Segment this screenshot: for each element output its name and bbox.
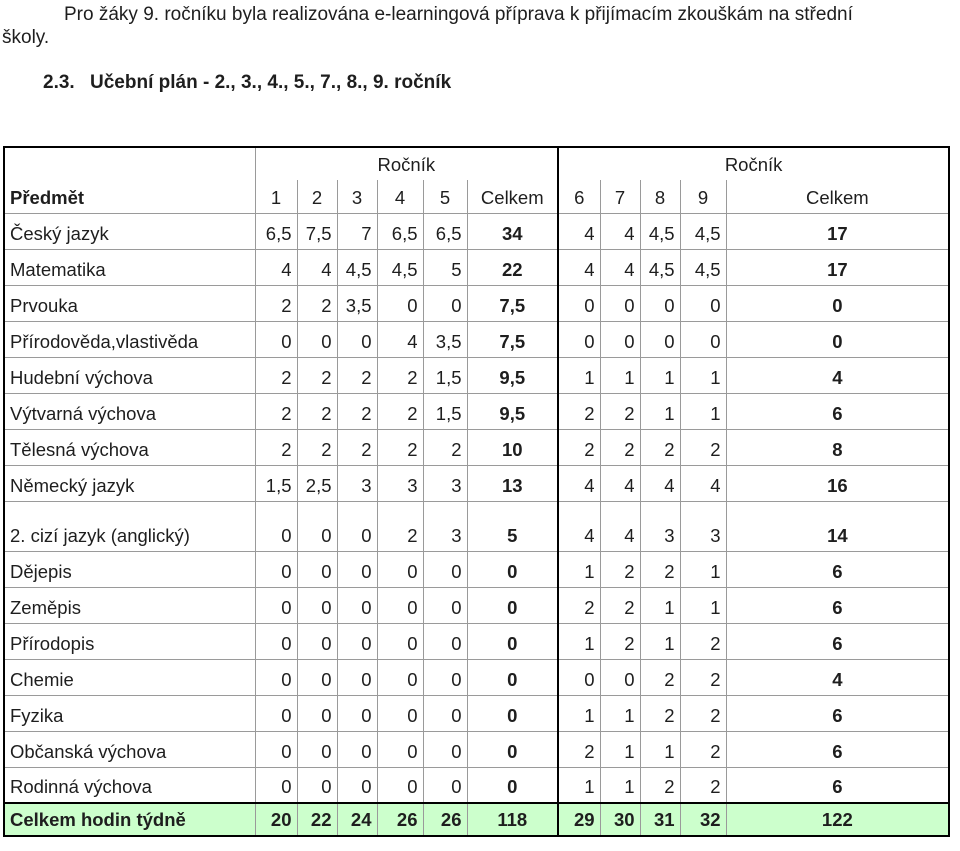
hours-cell: 0 xyxy=(255,321,297,357)
hours-cell: 0 xyxy=(297,321,337,357)
hours-cell: 1 xyxy=(640,623,680,659)
hours-cell: 3,5 xyxy=(337,285,377,321)
hours-cell: 4 xyxy=(297,249,337,285)
table-row xyxy=(4,587,949,623)
hours-cell: 1 xyxy=(558,357,600,393)
hours-cell: 0 xyxy=(377,695,423,731)
total-cell-2: 4 xyxy=(726,659,949,695)
total-cell-2: 17 xyxy=(726,249,949,285)
hours-cell: 0 xyxy=(423,551,467,587)
column-header: 5 xyxy=(423,180,467,213)
total-cell-1: 0 xyxy=(467,551,558,587)
total-cell-2: 6 xyxy=(726,731,949,767)
hours-cell: 1 xyxy=(680,587,726,623)
column-header: Celkem xyxy=(726,180,949,213)
subject-cell: Prvouka xyxy=(4,285,255,321)
hours-cell: 2 xyxy=(558,587,600,623)
hours-cell: 3 xyxy=(337,465,377,501)
hours-cell: 2 xyxy=(600,393,640,429)
hours-cell: 0 xyxy=(423,587,467,623)
total-cell-1: 0 xyxy=(467,623,558,659)
hours-cell: 4 xyxy=(600,213,640,249)
total-row-label: Celkem hodin týdně xyxy=(4,803,255,836)
total-cell-2: 6 xyxy=(726,587,949,623)
total-cell-1: 34 xyxy=(467,213,558,249)
hours-cell: 4,5 xyxy=(680,213,726,249)
total-hours-cell: 22 xyxy=(297,803,337,836)
hours-cell: 3 xyxy=(680,501,726,551)
hours-cell: 2 xyxy=(680,623,726,659)
hours-cell: 2 xyxy=(337,429,377,465)
hours-cell: 0 xyxy=(337,659,377,695)
hours-cell: 1,5 xyxy=(423,393,467,429)
table-header-row xyxy=(4,180,949,213)
table-row xyxy=(4,285,949,321)
hours-cell: 2 xyxy=(680,767,726,803)
hours-cell: 0 xyxy=(600,285,640,321)
hours-cell: 0 xyxy=(377,731,423,767)
hours-cell: 3 xyxy=(640,501,680,551)
total-cell-2: 6 xyxy=(726,767,949,803)
hours-cell: 2 xyxy=(558,731,600,767)
hours-cell: 4,5 xyxy=(640,213,680,249)
hours-cell: 0 xyxy=(423,659,467,695)
hours-cell: 1 xyxy=(558,695,600,731)
hours-cell: 2 xyxy=(600,551,640,587)
hours-cell: 0 xyxy=(297,767,337,803)
hours-cell: 0 xyxy=(297,501,337,551)
hours-cell: 3 xyxy=(377,465,423,501)
hours-cell: 1 xyxy=(558,551,600,587)
hours-cell: 4 xyxy=(640,465,680,501)
column-header: 3 xyxy=(337,180,377,213)
hours-cell: 1 xyxy=(558,767,600,803)
hours-cell: 0 xyxy=(423,695,467,731)
hours-cell: 0 xyxy=(558,285,600,321)
total-cell-1: 0 xyxy=(467,587,558,623)
subject-cell: Fyzika xyxy=(4,695,255,731)
hours-cell: 0 xyxy=(558,659,600,695)
total-hours-cell: 24 xyxy=(337,803,377,836)
hours-cell: 0 xyxy=(423,731,467,767)
column-header: 4 xyxy=(377,180,423,213)
hours-cell: 2 xyxy=(640,659,680,695)
table-row xyxy=(4,321,949,357)
hours-cell: 0 xyxy=(255,659,297,695)
total-cell-1: 7,5 xyxy=(467,321,558,357)
subject-cell: Dějepis xyxy=(4,551,255,587)
column-header-subject: Předmět xyxy=(4,180,255,213)
total-cell-1: 0 xyxy=(467,731,558,767)
intro-line-2: školy. xyxy=(2,27,50,48)
curriculum-table xyxy=(3,146,950,837)
hours-cell: 0 xyxy=(297,587,337,623)
total-cell-1: 10 xyxy=(467,429,558,465)
hours-cell: 0 xyxy=(297,659,337,695)
section-number: 2.3. xyxy=(43,72,75,93)
hours-cell: 4 xyxy=(600,501,640,551)
hours-cell: 0 xyxy=(377,767,423,803)
hours-cell: 4,5 xyxy=(640,249,680,285)
hours-cell: 0 xyxy=(337,695,377,731)
hours-cell: 0 xyxy=(377,587,423,623)
hours-cell: 6,5 xyxy=(377,213,423,249)
total-hours-cell: 30 xyxy=(600,803,640,836)
hours-cell: 1,5 xyxy=(423,357,467,393)
hours-cell: 0 xyxy=(558,321,600,357)
hours-cell: 2 xyxy=(337,393,377,429)
hours-cell: 2 xyxy=(680,429,726,465)
hours-cell: 2 xyxy=(558,393,600,429)
hours-cell: 4,5 xyxy=(377,249,423,285)
hours-cell: 0 xyxy=(640,285,680,321)
hours-cell: 0 xyxy=(297,551,337,587)
subject-cell: Zeměpis xyxy=(4,587,255,623)
hours-cell: 2,5 xyxy=(297,465,337,501)
hours-cell: 2 xyxy=(297,393,337,429)
hours-cell: 0 xyxy=(337,587,377,623)
hours-cell: 0 xyxy=(337,551,377,587)
subject-cell: 2. cizí jazyk (anglický) xyxy=(4,501,255,551)
subject-cell: Tělesná výchova xyxy=(4,429,255,465)
total-cell-1: 0 xyxy=(467,659,558,695)
hours-cell: 1 xyxy=(680,357,726,393)
hours-cell: 1 xyxy=(640,731,680,767)
total-cell-1: 7,5 xyxy=(467,285,558,321)
hours-cell: 1 xyxy=(680,393,726,429)
hours-cell: 2 xyxy=(640,695,680,731)
hours-cell: 2 xyxy=(680,695,726,731)
total-hours-cell: 26 xyxy=(377,803,423,836)
table-total-row xyxy=(4,803,949,836)
table-row xyxy=(4,551,949,587)
subject-cell: Hudební výchova xyxy=(4,357,255,393)
hours-cell: 0 xyxy=(680,285,726,321)
hours-cell: 2 xyxy=(255,357,297,393)
hours-cell: 1 xyxy=(600,731,640,767)
hours-cell: 2 xyxy=(255,393,297,429)
table-row xyxy=(4,429,949,465)
hours-cell: 3,5 xyxy=(423,321,467,357)
hours-cell: 6,5 xyxy=(423,213,467,249)
hours-cell: 2 xyxy=(640,551,680,587)
total-cell-1: 9,5 xyxy=(467,393,558,429)
hours-cell: 3 xyxy=(423,465,467,501)
table-row xyxy=(4,623,949,659)
hours-cell: 7,5 xyxy=(297,213,337,249)
column-header: 7 xyxy=(600,180,640,213)
column-header: 2 xyxy=(297,180,337,213)
hours-cell: 2 xyxy=(600,623,640,659)
table-row xyxy=(4,659,949,695)
hours-cell: 1 xyxy=(558,623,600,659)
table-row xyxy=(4,695,949,731)
total-cell-2: 16 xyxy=(726,465,949,501)
grand-total-1: 118 xyxy=(467,803,558,836)
table-group-header-row xyxy=(4,147,949,180)
hours-cell: 4,5 xyxy=(680,249,726,285)
hours-cell: 6,5 xyxy=(255,213,297,249)
table-row xyxy=(4,767,949,803)
hours-cell: 2 xyxy=(680,659,726,695)
total-cell-2: 6 xyxy=(726,695,949,731)
total-hours-cell: 29 xyxy=(558,803,600,836)
subject-cell: Německý jazyk xyxy=(4,465,255,501)
hours-cell: 0 xyxy=(337,321,377,357)
table-row xyxy=(4,357,949,393)
hours-cell: 2 xyxy=(255,285,297,321)
hours-cell: 0 xyxy=(377,659,423,695)
hours-cell: 0 xyxy=(423,623,467,659)
hours-cell: 2 xyxy=(255,429,297,465)
hours-cell: 1 xyxy=(680,551,726,587)
hours-cell: 1 xyxy=(600,357,640,393)
hours-cell: 0 xyxy=(255,501,297,551)
hours-cell: 1 xyxy=(640,587,680,623)
hours-cell: 0 xyxy=(600,321,640,357)
hours-cell: 2 xyxy=(377,357,423,393)
total-cell-2: 6 xyxy=(726,623,949,659)
hours-cell: 2 xyxy=(640,767,680,803)
subject-cell: Přírodověda,vlastivěda xyxy=(4,321,255,357)
hours-cell: 2 xyxy=(377,393,423,429)
section-title: Učební plán - 2., 3., 4., 5., 7., 8., 9. ročník xyxy=(90,72,452,93)
hours-cell: 1 xyxy=(600,695,640,731)
hours-cell: 2 xyxy=(423,429,467,465)
total-cell-2: 8 xyxy=(726,429,949,465)
grand-total-2: 122 xyxy=(726,803,949,836)
hours-cell: 4 xyxy=(558,213,600,249)
table-row xyxy=(4,249,949,285)
hours-cell: 2 xyxy=(297,357,337,393)
hours-cell: 0 xyxy=(255,767,297,803)
hours-cell: 3 xyxy=(423,501,467,551)
hours-cell: 0 xyxy=(423,285,467,321)
hours-cell: 2 xyxy=(377,429,423,465)
hours-cell: 0 xyxy=(377,623,423,659)
total-cell-1: 9,5 xyxy=(467,357,558,393)
column-header: 1 xyxy=(255,180,297,213)
hours-cell: 4 xyxy=(255,249,297,285)
hours-cell: 0 xyxy=(297,695,337,731)
hours-cell: 4,5 xyxy=(337,249,377,285)
table-row xyxy=(4,501,949,551)
hours-cell: 0 xyxy=(255,695,297,731)
hours-cell: 0 xyxy=(297,731,337,767)
hours-cell: 4 xyxy=(558,465,600,501)
hours-cell: 2 xyxy=(680,731,726,767)
hours-cell: 0 xyxy=(640,321,680,357)
subject-cell: Výtvarná výchova xyxy=(4,393,255,429)
hours-cell: 1 xyxy=(600,767,640,803)
hours-cell: 0 xyxy=(255,587,297,623)
subject-cell: Rodinná výchova xyxy=(4,767,255,803)
hours-cell: 0 xyxy=(255,551,297,587)
total-hours-cell: 32 xyxy=(680,803,726,836)
hours-cell: 2 xyxy=(297,285,337,321)
column-header: 8 xyxy=(640,180,680,213)
hours-cell: 0 xyxy=(600,659,640,695)
hours-cell: 0 xyxy=(337,623,377,659)
table-row xyxy=(4,465,949,501)
column-header: 6 xyxy=(558,180,600,213)
hours-cell: 5 xyxy=(423,249,467,285)
hours-cell: 7 xyxy=(337,213,377,249)
hours-cell: 0 xyxy=(297,623,337,659)
hours-cell: 2 xyxy=(377,501,423,551)
hours-cell: 4 xyxy=(680,465,726,501)
hours-cell: 0 xyxy=(255,731,297,767)
hours-cell: 2 xyxy=(337,357,377,393)
total-cell-1: 0 xyxy=(467,767,558,803)
hours-cell: 0 xyxy=(377,551,423,587)
total-cell-2: 4 xyxy=(726,357,949,393)
column-header: Celkem xyxy=(467,180,558,213)
total-cell-2: 6 xyxy=(726,551,949,587)
hours-cell: 4 xyxy=(377,321,423,357)
subject-cell: Chemie xyxy=(4,659,255,695)
total-cell-1: 13 xyxy=(467,465,558,501)
hours-cell: 2 xyxy=(558,429,600,465)
total-cell-2: 17 xyxy=(726,213,949,249)
section-heading xyxy=(43,72,451,94)
hours-cell: 2 xyxy=(297,429,337,465)
hours-cell: 0 xyxy=(680,321,726,357)
hours-cell: 1,5 xyxy=(255,465,297,501)
table-row xyxy=(4,393,949,429)
hours-cell: 0 xyxy=(255,623,297,659)
total-hours-cell: 26 xyxy=(423,803,467,836)
total-cell-2: 0 xyxy=(726,285,949,321)
hours-cell: 2 xyxy=(600,587,640,623)
total-hours-cell: 31 xyxy=(640,803,680,836)
total-cell-1: 5 xyxy=(467,501,558,551)
header-cell-empty xyxy=(4,147,255,180)
total-cell-2: 14 xyxy=(726,501,949,551)
total-hours-cell: 20 xyxy=(255,803,297,836)
hours-cell: 4 xyxy=(600,249,640,285)
group-header-2: Ročník xyxy=(558,147,949,180)
total-cell-1: 0 xyxy=(467,695,558,731)
total-cell-1: 22 xyxy=(467,249,558,285)
hours-cell: 0 xyxy=(377,285,423,321)
table-row xyxy=(4,213,949,249)
subject-cell: Občanská výchova xyxy=(4,731,255,767)
hours-cell: 0 xyxy=(423,767,467,803)
hours-cell: 4 xyxy=(600,465,640,501)
hours-cell: 1 xyxy=(640,357,680,393)
hours-cell: 2 xyxy=(640,429,680,465)
hours-cell: 0 xyxy=(337,767,377,803)
column-header: 9 xyxy=(680,180,726,213)
hours-cell: 4 xyxy=(558,501,600,551)
subject-cell: Přírodopis xyxy=(4,623,255,659)
hours-cell: 4 xyxy=(558,249,600,285)
hours-cell: 1 xyxy=(640,393,680,429)
hours-cell: 0 xyxy=(337,731,377,767)
table-row xyxy=(4,731,949,767)
total-cell-2: 0 xyxy=(726,321,949,357)
group-header-1: Ročník xyxy=(255,147,558,180)
subject-cell: Matematika xyxy=(4,249,255,285)
total-cell-2: 6 xyxy=(726,393,949,429)
intro-line-1: Pro žáky 9. ročníku byla realizována e-learningová příprava k přijímacím zkouškám na střední xyxy=(64,4,853,25)
subject-cell: Český jazyk xyxy=(4,213,255,249)
hours-cell: 0 xyxy=(337,501,377,551)
hours-cell: 2 xyxy=(600,429,640,465)
